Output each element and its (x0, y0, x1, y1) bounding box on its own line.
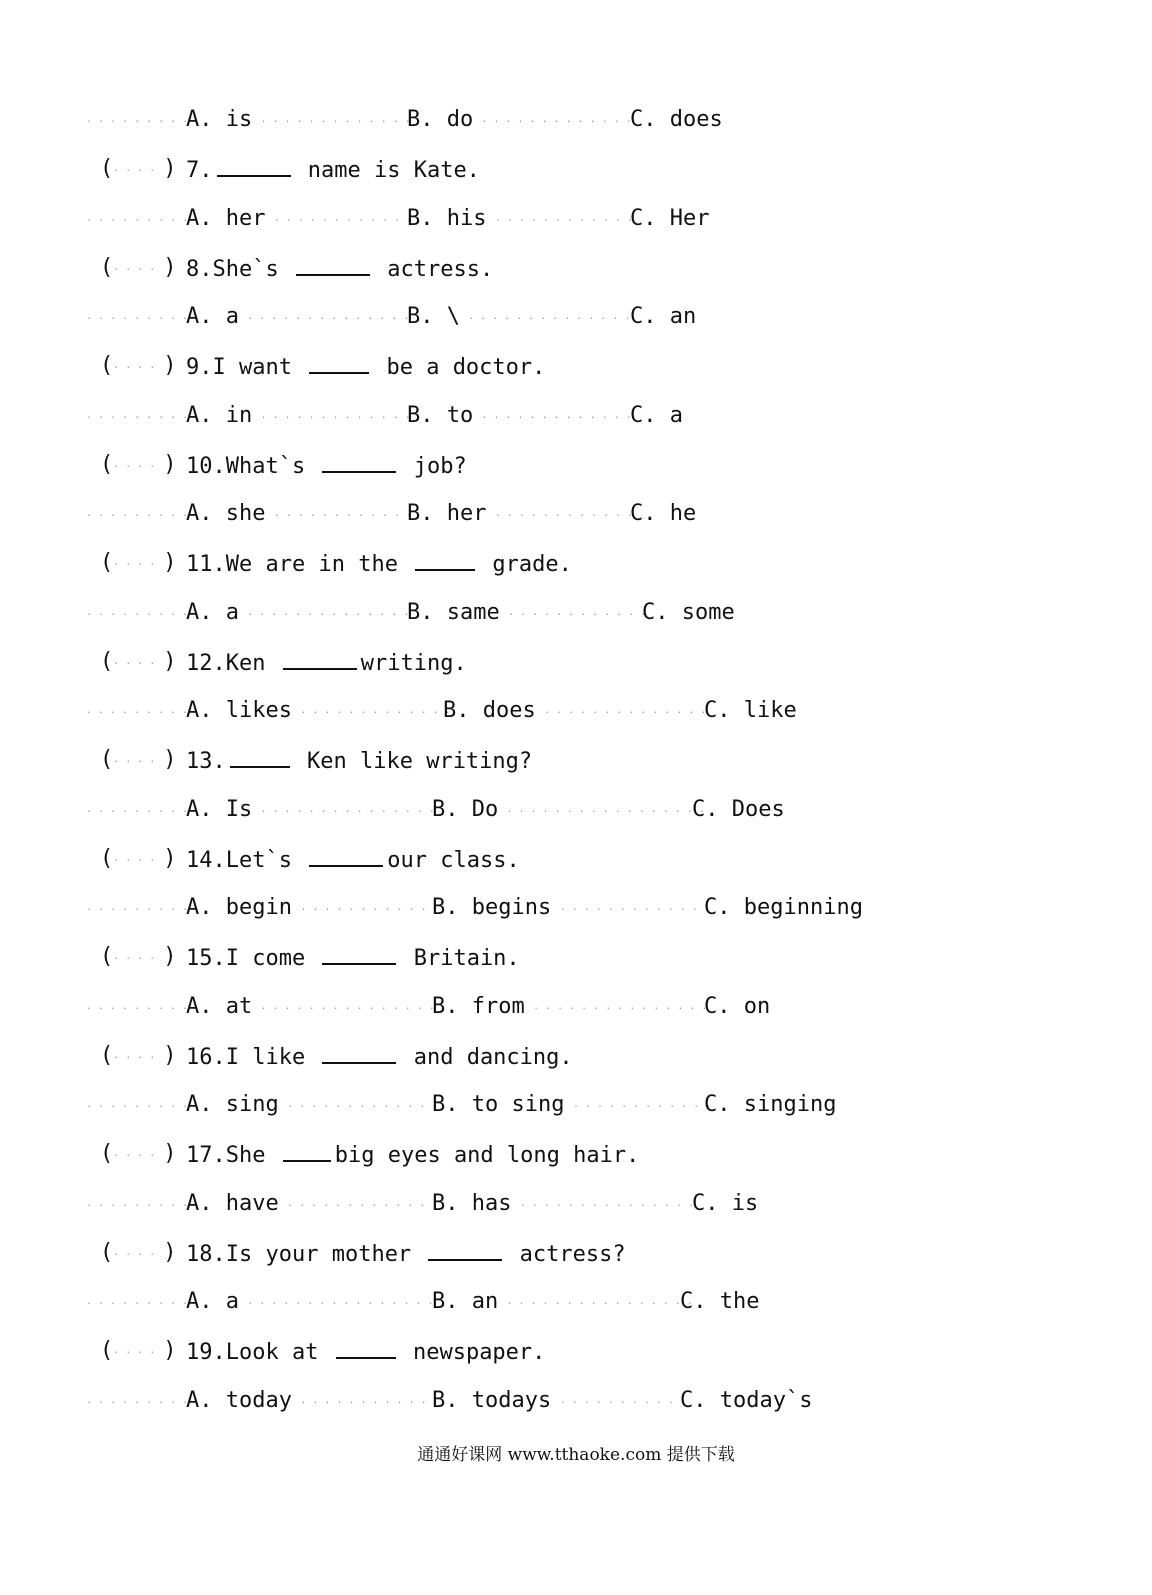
bracket-close: ) (163, 1042, 177, 1068)
question-row (0, 346, 1152, 386)
bracket-dots: .... (113, 754, 162, 766)
bracket-dots: .... (113, 458, 162, 470)
leader-dots: .............. (468, 311, 637, 322)
options-row (0, 691, 1152, 731)
question-suffix: newspaper. (399, 1340, 546, 1366)
question-suffix: our class. (387, 847, 520, 873)
leader-dots: ................. (506, 803, 711, 815)
question-text (186, 346, 545, 388)
question-row (0, 248, 1152, 288)
bracket-close: ) (163, 747, 177, 773)
option-c[interactable]: C. he (630, 501, 697, 526)
question-number: 10. (186, 453, 226, 479)
bracket-close: ) (163, 254, 177, 280)
question-row (0, 149, 1152, 189)
bracket-open: ( (100, 550, 114, 576)
leader-dots: ............... (519, 1197, 701, 1209)
question-prefix: Is your mother (225, 1241, 425, 1267)
question-suffix: grade. (479, 552, 572, 578)
bracket-close: ) (163, 156, 177, 182)
option-a[interactable]: A. is (186, 107, 253, 132)
option-c[interactable]: C. on (704, 993, 771, 1019)
question-suffix: be a doctor. (373, 355, 546, 381)
bracket-dots: .... (113, 163, 162, 175)
option-c[interactable]: C. a (630, 402, 683, 428)
options-row (0, 396, 1152, 436)
question-number: 18. (186, 1241, 226, 1267)
question-number: 15. (186, 946, 226, 972)
leader-dots: ............. (481, 114, 638, 125)
question-text (186, 740, 532, 782)
bracket-close: ) (163, 550, 177, 576)
question-number: 16. (186, 1044, 226, 1070)
leader-dots: .............. (247, 606, 416, 618)
options-row (0, 790, 1152, 830)
answer-blank[interactable] (322, 937, 396, 965)
question-text (186, 839, 520, 881)
bracket-open: ( (100, 451, 114, 477)
question-suffix: name is Kate. (294, 158, 480, 184)
options-row (0, 199, 1152, 239)
bracket-close: ) (163, 353, 177, 379)
leader-dots: ............ (300, 1394, 445, 1406)
leader-dots: ............. (260, 114, 417, 125)
question-row (0, 445, 1152, 485)
bracket-open: ( (100, 747, 114, 773)
leader-dots: .............. (544, 705, 713, 716)
bracket-open: ( (100, 648, 114, 674)
answer-bracket[interactable] (100, 1233, 177, 1273)
question-number: 17. (186, 1143, 226, 1169)
question-text (186, 1134, 639, 1176)
options-row (0, 1085, 1152, 1125)
answer-blank[interactable] (322, 445, 396, 473)
question-number: 14. (186, 847, 226, 873)
question-row (0, 543, 1152, 583)
question-prefix: What`s (225, 453, 319, 479)
bracket-close: ) (163, 1338, 177, 1364)
option-a[interactable]: A. a (186, 304, 239, 329)
leader-dots: ......... (86, 114, 195, 125)
bracket-dots: .... (113, 1049, 162, 1061)
question-text (186, 445, 467, 487)
options-row (0, 1282, 1152, 1322)
option-b[interactable]: B. same (407, 599, 500, 625)
leader-dots: ............. (287, 1197, 444, 1209)
question-prefix: She (225, 1143, 279, 1169)
answer-blank[interactable] (309, 839, 383, 867)
leader-dots: ............. (300, 705, 457, 716)
leader-dots: ......... (86, 508, 195, 519)
bracket-dots: .... (113, 852, 162, 864)
question-text (186, 1331, 545, 1373)
leader-dots: ......... (86, 409, 195, 421)
question-text (186, 543, 572, 585)
question-number: 11. (186, 552, 226, 578)
leader-dots: ......... (86, 311, 195, 322)
question-text (186, 642, 467, 684)
bracket-open: ( (100, 1042, 114, 1068)
option-b[interactable]: B. to sing (432, 1092, 565, 1117)
answer-bracket[interactable] (100, 839, 177, 879)
question-prefix: Let`s (225, 847, 306, 873)
option-c[interactable]: C. like (704, 698, 797, 723)
bracket-open: ( (100, 1338, 114, 1364)
leader-dots: ............ (494, 508, 640, 519)
option-c[interactable]: C. is (692, 1190, 759, 1216)
question-number: 9. (186, 355, 213, 381)
option-a[interactable]: A. sing (186, 1092, 279, 1117)
question-text (186, 149, 480, 191)
bracket-open: ( (100, 156, 114, 182)
question-text (186, 1036, 573, 1078)
question-number: 19. (186, 1340, 226, 1366)
option-a[interactable]: A. begin (186, 895, 292, 920)
leader-dots: ......... (86, 1296, 195, 1307)
option-a[interactable]: A. she (186, 501, 266, 526)
question-prefix: Ken (225, 650, 279, 676)
question-number: 7. (186, 158, 213, 184)
question-number: 13. (186, 749, 226, 775)
option-c[interactable]: C. some (642, 599, 735, 625)
question-text (186, 1233, 626, 1275)
answer-bracket[interactable] (100, 1134, 177, 1174)
answer-blank[interactable] (283, 642, 357, 670)
answer-bracket[interactable] (100, 543, 177, 583)
answer-blank[interactable] (336, 1331, 396, 1359)
leader-dots: ................ (506, 1296, 699, 1307)
option-b[interactable]: B. Do (432, 796, 499, 822)
answer-bracket[interactable] (100, 346, 177, 386)
leader-dots: ............. (260, 409, 417, 421)
options-row (0, 1184, 1152, 1224)
question-row (0, 740, 1152, 780)
bracket-close: ) (163, 845, 177, 871)
answer-blank[interactable] (415, 543, 475, 571)
question-suffix: writing. (360, 650, 467, 676)
question-row (0, 1233, 1152, 1273)
option-a[interactable]: A. Is (186, 796, 253, 822)
option-b[interactable]: B. his (407, 205, 487, 231)
options-row (0, 100, 1152, 140)
bracket-dots: .... (113, 360, 162, 372)
answer-bracket[interactable] (100, 1331, 177, 1371)
option-a[interactable]: A. have (186, 1190, 279, 1216)
question-suffix: and dancing. (400, 1044, 573, 1070)
footer-credit: 通通好课网 www.tthaoke.com 提供下载 (417, 1445, 735, 1465)
bracket-close: ) (163, 451, 177, 477)
bracket-open: ( (100, 1239, 114, 1265)
option-a[interactable]: A. a (186, 599, 239, 625)
leader-dots: ........... (559, 1394, 692, 1406)
option-b[interactable]: B. \ (407, 304, 460, 329)
question-row (0, 937, 1152, 977)
answer-bracket[interactable] (100, 937, 177, 977)
option-a[interactable]: A. at (186, 993, 253, 1019)
option-b[interactable]: B. her (407, 501, 487, 526)
question-suffix: Ken like writing? (293, 749, 533, 775)
leader-dots: ......... (86, 705, 195, 716)
bracket-dots: .... (113, 557, 162, 569)
leader-dots: ............ (273, 212, 419, 224)
answer-blank[interactable] (296, 248, 370, 276)
leader-dots: ............. (287, 1099, 444, 1110)
question-number: 8. (186, 256, 213, 282)
question-number: 12. (186, 650, 226, 676)
answer-blank[interactable] (428, 1233, 502, 1261)
option-c[interactable]: C. does (630, 107, 723, 132)
option-b[interactable]: B. an (432, 1289, 499, 1314)
question-suffix: big eyes and long hair. (334, 1143, 640, 1169)
leader-dots: ......... (86, 1099, 195, 1110)
bracket-open: ( (100, 845, 114, 871)
answer-blank[interactable] (322, 1036, 396, 1064)
option-c[interactable]: C. today`s (680, 1387, 813, 1413)
question-text (186, 937, 520, 979)
answer-blank[interactable] (217, 149, 291, 177)
bracket-close: ) (163, 1141, 177, 1167)
leader-dots: ............... (260, 803, 441, 815)
question-prefix: We are in the (225, 552, 412, 578)
question-row (0, 1036, 1152, 1076)
leader-dots: ............ (494, 212, 640, 224)
options-row (0, 593, 1152, 633)
bracket-open: ( (100, 353, 114, 379)
bracket-open: ( (100, 944, 114, 970)
question-suffix: actress. (373, 256, 494, 282)
answer-blank[interactable] (283, 1134, 331, 1162)
option-a[interactable]: A. today (186, 1387, 292, 1413)
leader-dots: .............. (247, 311, 416, 322)
answer-bracket[interactable] (100, 445, 177, 485)
leader-dots: ............. (559, 902, 716, 913)
question-text (186, 248, 493, 290)
question-suffix: actress? (506, 1241, 626, 1267)
bracket-dots: .... (113, 1345, 162, 1357)
leader-dots: ......... (86, 212, 195, 224)
option-a[interactable]: A. likes (186, 698, 292, 723)
bracket-dots: .... (113, 261, 162, 273)
option-c[interactable]: C. the (680, 1289, 760, 1314)
leader-dots: ............... (260, 1000, 441, 1012)
question-prefix: I want (212, 355, 306, 381)
leader-dots: ............ (573, 1099, 718, 1110)
bracket-dots: .... (113, 1246, 162, 1258)
answer-bracket[interactable] (100, 642, 177, 682)
option-b[interactable]: B. from (432, 993, 525, 1019)
bracket-dots: .... (113, 951, 162, 963)
leader-dots: ......... (86, 902, 195, 913)
bracket-close: ) (163, 944, 177, 970)
question-row (0, 1134, 1152, 1174)
leader-dots: ............ (508, 606, 653, 618)
leader-dots: ......... (86, 1197, 195, 1209)
question-prefix: I come (225, 946, 319, 972)
bracket-open: ( (100, 254, 114, 280)
answer-bracket[interactable] (100, 248, 177, 288)
answer-blank[interactable] (230, 740, 290, 768)
answer-bracket[interactable] (100, 149, 177, 189)
question-prefix: She`s (212, 256, 292, 282)
question-row (0, 839, 1152, 879)
bracket-open: ( (100, 1141, 114, 1167)
option-a[interactable]: A. her (186, 205, 266, 231)
leader-dots: ......... (86, 1000, 195, 1012)
option-b[interactable]: B. todays (432, 1387, 552, 1413)
question-suffix: Britain. (400, 946, 520, 972)
question-row (0, 1331, 1152, 1371)
question-prefix: I like (225, 1044, 319, 1070)
option-c[interactable]: C. an (630, 304, 697, 329)
leader-dots: ............... (533, 1000, 714, 1012)
answer-bracket[interactable] (100, 1036, 177, 1076)
option-c[interactable]: C. beginning (704, 895, 863, 920)
answer-bracket[interactable] (100, 740, 177, 780)
leader-dots: ......... (86, 606, 195, 618)
options-row (0, 297, 1152, 337)
option-b[interactable]: B. does (443, 698, 536, 723)
bracket-close: ) (163, 648, 177, 674)
option-b[interactable]: B. do (407, 107, 474, 132)
bracket-close: ) (163, 1239, 177, 1265)
leader-dots: ............ (273, 508, 419, 519)
option-c[interactable]: C. Does (692, 796, 785, 822)
option-b[interactable]: B. to (407, 402, 474, 428)
question-prefix: Look at (225, 1340, 332, 1366)
option-c[interactable]: C. Her (630, 205, 710, 231)
leader-dots: ................. (247, 1296, 452, 1307)
option-a[interactable]: A. a (186, 1289, 239, 1314)
leader-dots: ............. (481, 409, 638, 421)
bracket-dots: .... (113, 655, 162, 667)
options-row (0, 987, 1152, 1027)
options-row (0, 888, 1152, 928)
option-b[interactable]: B. begins (432, 895, 552, 920)
option-c[interactable]: C. singing (704, 1092, 837, 1117)
question-suffix: job? (400, 453, 467, 479)
options-row (0, 494, 1152, 534)
leader-dots: ......... (86, 803, 195, 815)
leader-dots: ......... (86, 1394, 195, 1406)
leader-dots: ............ (300, 902, 445, 913)
option-b[interactable]: B. has (432, 1190, 512, 1216)
option-a[interactable]: A. in (186, 402, 253, 428)
bracket-dots: .... (113, 1148, 162, 1160)
question-row (0, 642, 1152, 682)
answer-blank[interactable] (309, 346, 369, 374)
options-row (0, 1381, 1152, 1421)
